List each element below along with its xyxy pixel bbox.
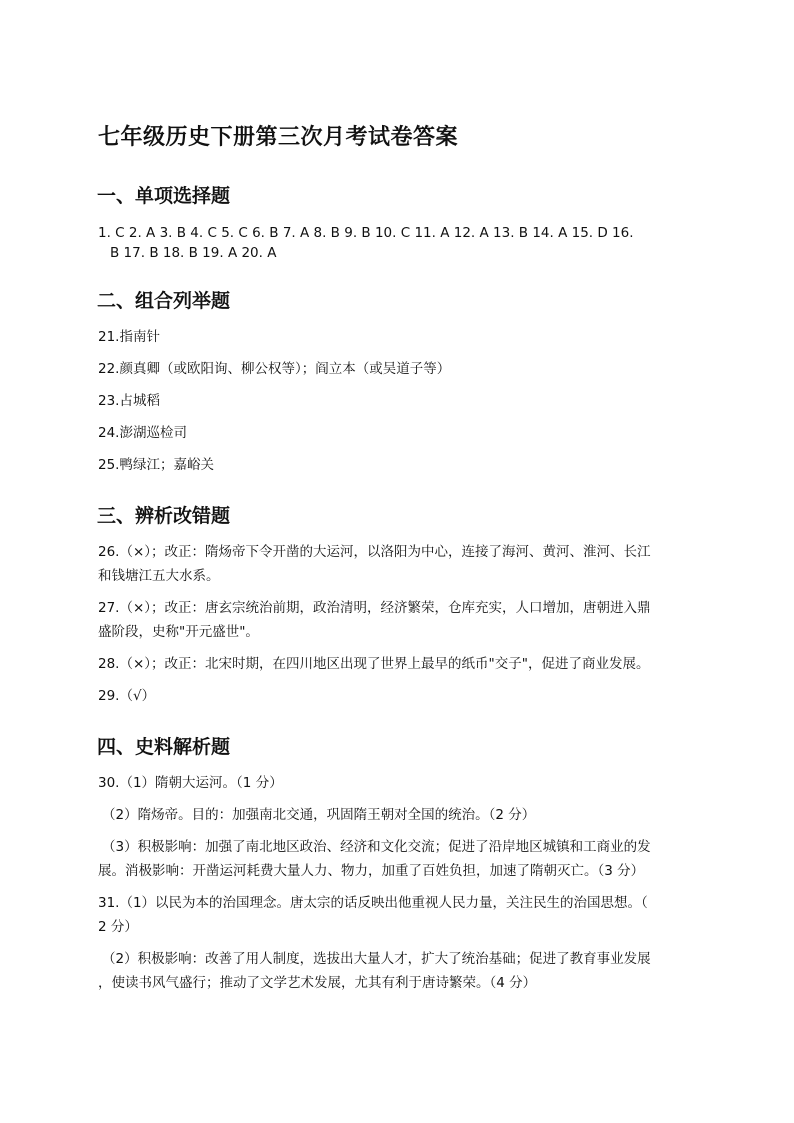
answer-23: 23.占城稻 — [98, 393, 160, 409]
answer-27-line-2: 盛阶段，史称"开元盛世"。 — [98, 624, 259, 640]
choice-answers-line-1: 1. C 2. A 3. B 4. C 5. C 6. B 7. A 8. B 9. B 10. C 11. A 12. A 13. B 14. A 15. D 16. — [98, 225, 634, 241]
answer-31-1-line-2: 2 分） — [98, 919, 138, 935]
answer-28: 28.（×）；改正：北宋时期，在四川地区出现了世界上最早的纸币"交子"，促进了商业发展。 — [98, 656, 650, 672]
section-heading-correction: 三、辨析改错题 — [97, 505, 231, 527]
answer-24: 24.澎湖巡检司 — [98, 425, 187, 441]
answer-21: 21.指南针 — [98, 329, 160, 345]
answer-29: 29.（√） — [98, 688, 156, 704]
section-heading-combination: 二、组合列举题 — [97, 290, 231, 312]
answer-30-3-line-1: （3）积极影响：加强了南北地区政治、经济和文化交流；促进了沿岸地区城镇和工商业的发 — [102, 839, 651, 855]
answer-30-1: 30.（1）隋朝大运河。（1 分） — [98, 775, 283, 791]
section-heading-single-choice: 一、单项选择题 — [97, 185, 231, 207]
answer-31-2-line-1: （2）积极影响：改善了用人制度，选拔出大量人才，扩大了统治基础；促进了教育事业发展 — [102, 951, 651, 967]
answer-31-2-line-2: ，使读书风气盛行；推动了文学艺术发展，尤其有利于唐诗繁荣。（4 分） — [98, 975, 537, 991]
answer-26-line-1: 26.（×）；改正：隋炀帝下令开凿的大运河，以洛阳为中心，连接了海河、黄河、淮河、长江 — [98, 544, 651, 560]
answer-26-line-2: 和钱塘江五大水系。 — [98, 568, 220, 584]
answer-30-3-line-2: 展。消极影响：开凿运河耗费大量人力、物力，加重了百姓负担，加速了隋朝灭亡。（3 分） — [98, 863, 645, 879]
answer-27-line-1: 27.（×）；改正：唐玄宗统治前期，政治清明，经济繁荣，仓库充实，人口增加，唐朝进入鼎 — [98, 600, 651, 616]
answer-22: 22.颜真卿（或欧阳询、柳公权等）；阎立本（或吴道子等） — [98, 361, 451, 377]
answer-30-2: （2）隋炀帝。目的：加强南北交通，巩固隋王朝对全国的统治。（2 分） — [102, 807, 536, 823]
choice-answers-line-2: B 17. B 18. B 19. A 20. A — [110, 245, 277, 261]
answer-25: 25.鸭绿江；嘉峪关 — [98, 457, 214, 473]
section-heading-source-analysis: 四、史料解析题 — [97, 736, 231, 758]
document-title: 七年级历史下册第三次月考试卷答案 — [98, 125, 459, 150]
answer-31-1-line-1: 31.（1）以民为本的治国理念。唐太宗的话反映出他重视人民力量，关注民生的治国思想。（ — [98, 895, 648, 911]
